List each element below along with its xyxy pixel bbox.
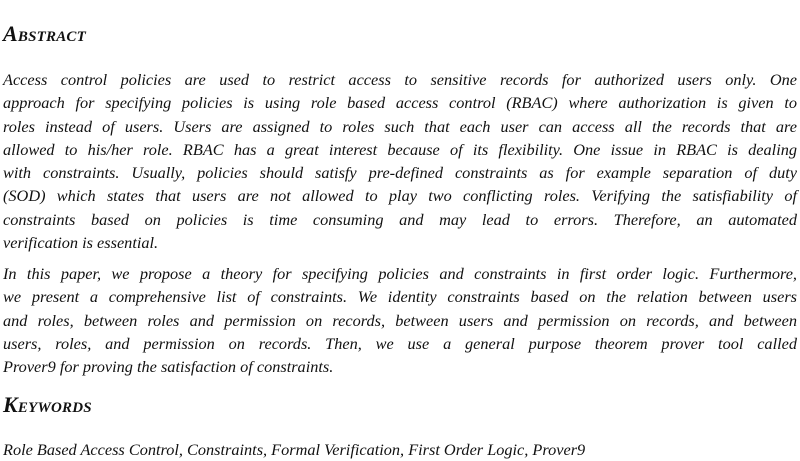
text-line: and roles, between roles and permission on records, between users and permission on records, and between — [3, 310, 797, 330]
text-line: In this paper, we propose a theory for specifying policies and constraints in first order logic. Furthermore, — [3, 264, 797, 283]
text-line: approach for specifying policies is using role based access control (RBAC) where authorization is given to — [3, 93, 797, 113]
text-line: we present a comprehensive list of constraints. We identity constraints based on the relation between users — [3, 287, 797, 307]
text-line: verification is essential. — [3, 233, 159, 253]
text-line: (SOD) which states that users are not allowed to play two conflicting roles. Verifying the satisfiability of — [3, 186, 797, 206]
abstract-paragraph-1 — [3, 68, 797, 254]
text-line: Prover9 for proving the satisfaction of constraints. — [3, 357, 334, 377]
text-line: users, roles, and permission on records. Then, we use a general purpose theorem prover tool called — [3, 333, 797, 353]
keywords-heading: Keywords — [3, 392, 92, 417]
text-line: with constraints. Usually, policies should satisfy pre-defined constraints as for example separation of duty — [3, 163, 797, 183]
text-line: roles instead of users. Users are assigned to roles such that each user can access all the records that are — [3, 116, 797, 136]
text-line: Access control policies are used to restrict access to sensitive records for authorized users only. One — [3, 70, 797, 89]
abstract-paragraph-2 — [3, 262, 797, 378]
text-line: allowed to his/her role. RBAC has a great interest because of its flexibility. One issue in RBAC is dealing — [3, 139, 797, 159]
text-line: constraints based on policies is time consuming and may lead to errors. Therefore, an automated — [3, 209, 797, 229]
abstract-heading: Abstract — [3, 21, 86, 46]
text-line: Role Based Access Control, Constraints, Formal Verification, First Order Logic, Prover9 — [3, 440, 586, 459]
